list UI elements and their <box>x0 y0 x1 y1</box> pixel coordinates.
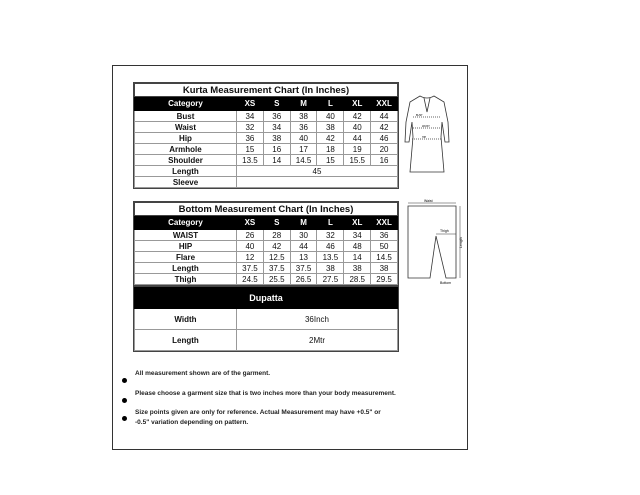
cell-value: 19 <box>344 144 371 155</box>
column-header: XXL <box>371 97 398 111</box>
table-row <box>135 133 398 144</box>
cell-value: 36 <box>263 111 290 122</box>
bullet-icon <box>122 416 127 421</box>
row-label: Length <box>135 330 237 351</box>
length-diagram-label: Length <box>459 237 463 248</box>
table-row <box>135 263 398 274</box>
cell-value: 46 <box>317 241 344 252</box>
cell-value: 37.5 <box>237 263 264 274</box>
cell-value: 30 <box>290 230 317 241</box>
cell-value: 34 <box>237 111 264 122</box>
cell-value: 15 <box>237 144 264 155</box>
column-header: Category <box>135 216 237 230</box>
cell-value: 48 <box>344 241 371 252</box>
cell-value: 42 <box>371 122 398 133</box>
column-header: XXL <box>371 216 398 230</box>
column-header: S <box>263 216 290 230</box>
cell-value: 12 <box>237 252 264 263</box>
row-label: Hip <box>135 133 237 144</box>
column-header: XS <box>237 97 264 111</box>
cell-value: 44 <box>344 133 371 144</box>
bottom-diagram-label: Bottom <box>440 281 452 285</box>
cell-value: 29.5 <box>371 274 398 285</box>
note-2: Please choose a garment size that is two inches more than your body measurement. <box>135 390 396 397</box>
table-row <box>135 274 398 285</box>
bottom-table-title: Bottom Measurement Chart (In Inches) <box>135 203 398 216</box>
cell-value: 25.5 <box>263 274 290 285</box>
cell-value: 13.5 <box>317 252 344 263</box>
kurta-measurement-table <box>134 83 398 188</box>
column-header: XS <box>237 216 264 230</box>
cell-value: 18 <box>317 144 344 155</box>
table-row <box>135 230 398 241</box>
column-header: M <box>290 216 317 230</box>
cell-value: 26 <box>237 230 264 241</box>
cell-value: 34 <box>344 230 371 241</box>
row-label: Width <box>135 309 237 330</box>
table-row <box>135 241 398 252</box>
row-label: WAIST <box>135 230 237 241</box>
cell-value: 14.5 <box>290 155 317 166</box>
cell-value: 36 <box>371 230 398 241</box>
cell-value: 40 <box>344 122 371 133</box>
dupatta-table <box>134 287 398 351</box>
cell-value: 40 <box>290 133 317 144</box>
cell-value: 38 <box>263 133 290 144</box>
cell-value: 16 <box>371 155 398 166</box>
thigh-diagram-label: Thigh <box>440 229 449 233</box>
row-label: Flare <box>135 252 237 263</box>
bullet-icon <box>122 398 127 403</box>
cell-value: 32 <box>237 122 264 133</box>
kurta-diagram <box>402 92 452 180</box>
cell-value: 42 <box>317 133 344 144</box>
cell-value: 16 <box>263 144 290 155</box>
table-row <box>135 309 398 330</box>
cell-value: 37.5 <box>290 263 317 274</box>
cell-value: 36 <box>290 122 317 133</box>
column-header: XL <box>344 97 371 111</box>
table-row <box>135 330 398 351</box>
column-header: Category <box>135 97 237 111</box>
pant-diagram <box>404 198 466 286</box>
cell-value: 27.5 <box>317 274 344 285</box>
cell-value: 20 <box>371 144 398 155</box>
bust-diagram-label: BUST <box>416 114 423 117</box>
column-header: S <box>263 97 290 111</box>
length-value: 45 <box>237 166 398 177</box>
cell-value: 32 <box>317 230 344 241</box>
table-row <box>135 144 398 155</box>
cell-value: 17 <box>290 144 317 155</box>
waist-diagram-label: WAIST <box>422 125 430 128</box>
row-label: Armhole <box>135 144 237 155</box>
cell-value: 42 <box>263 241 290 252</box>
table-row <box>135 111 398 122</box>
dupatta-title: Dupatta <box>135 288 398 309</box>
sleeve-label: Sleeve <box>135 177 237 188</box>
cell-value: 34 <box>263 122 290 133</box>
column-header: L <box>317 97 344 111</box>
column-header: XL <box>344 216 371 230</box>
bullet-icon <box>122 378 127 383</box>
cell-value: 2Mtr <box>237 330 398 351</box>
cell-value: 13 <box>290 252 317 263</box>
cell-value: 46 <box>371 133 398 144</box>
cell-value: 15.5 <box>344 155 371 166</box>
cell-value: 28 <box>263 230 290 241</box>
hip-diagram-label: HIP <box>422 136 427 139</box>
cell-value: 28.5 <box>344 274 371 285</box>
bottom-header-row <box>135 216 398 230</box>
cell-value: 38 <box>317 263 344 274</box>
cell-value: 38 <box>344 263 371 274</box>
cell-value: 40 <box>237 241 264 252</box>
kurta-header-row <box>135 97 398 111</box>
waist-diagram-label: Waist <box>424 199 433 203</box>
row-label: Bust <box>135 111 237 122</box>
cell-value: 26.5 <box>290 274 317 285</box>
cell-value: 50 <box>371 241 398 252</box>
note-3: Size points given are only for reference. Actual Measurement may have +0.5" or -0.5" variation depending on pattern. <box>135 409 381 426</box>
cell-value: 36Inch <box>237 309 398 330</box>
cell-value: 15 <box>317 155 344 166</box>
column-header: L <box>317 216 344 230</box>
cell-value: 13.5 <box>237 155 264 166</box>
cell-value: 14 <box>263 155 290 166</box>
cell-value: 14.5 <box>371 252 398 263</box>
table-row <box>135 122 398 133</box>
cell-value: 42 <box>344 111 371 122</box>
cell-value: 24.5 <box>237 274 264 285</box>
row-label: HIP <box>135 241 237 252</box>
table-row <box>135 166 398 177</box>
length-label: Length <box>135 166 237 177</box>
cell-value: 40 <box>317 111 344 122</box>
table-row <box>135 155 398 166</box>
cell-value: 38 <box>290 111 317 122</box>
cell-value: 44 <box>371 111 398 122</box>
row-label: Waist <box>135 122 237 133</box>
cell-value: 36 <box>237 133 264 144</box>
row-label: Shoulder <box>135 155 237 166</box>
column-header: M <box>290 97 317 111</box>
kurta-table-title: Kurta Measurement Chart (In Inches) <box>135 84 398 97</box>
table-row <box>135 177 398 188</box>
table-row <box>135 252 398 263</box>
row-label: Length <box>135 263 237 274</box>
cell-value: 38 <box>317 122 344 133</box>
cell-value: 14 <box>344 252 371 263</box>
cell-value: 12.5 <box>263 252 290 263</box>
cell-value: 37.5 <box>263 263 290 274</box>
cell-value: 44 <box>290 241 317 252</box>
cell-value: 38 <box>371 263 398 274</box>
row-label: Thigh <box>135 274 237 285</box>
bottom-measurement-table <box>134 202 398 285</box>
note-1: All measurement shown are of the garment. <box>135 370 271 377</box>
